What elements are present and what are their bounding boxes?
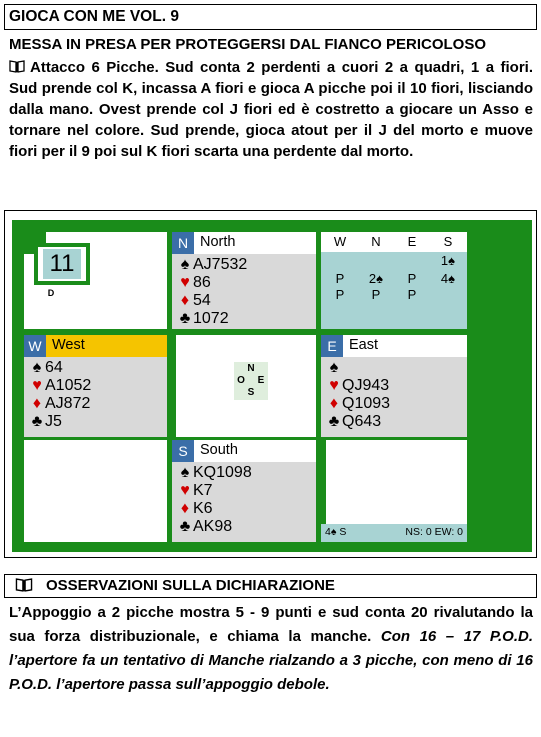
- south-seat-badge: S: [172, 440, 194, 462]
- compass-n: N: [247, 363, 255, 374]
- open-book-icon: [15, 578, 33, 592]
- bid-header-s: S: [443, 234, 453, 249]
- observations-note: Con 16 – 17 P.O.D. l’apertore fa un tentativo di Manche rialzando a 3 picche, con meno di 16 P.O.D. l’apertore passa sull’appoggio debole.: [9, 628, 533, 693]
- bid-cell: P: [407, 287, 417, 302]
- club-icon: ♣: [179, 310, 191, 327]
- spade-icon: ♠: [180, 464, 190, 481]
- result-cell: [326, 440, 467, 542]
- bid-cell: P: [371, 287, 381, 302]
- compass-o: O: [237, 375, 245, 386]
- observations-paragraph: L’Appoggio a 2 picche mostra 5 - 9 punti e sud conta 20 rivalutando la sua forza distribuzionale, e chiama la manche.: [9, 604, 533, 645]
- deal-subtitle: MESSA IN PRESA PER PROTEGGERSI DAL FIANCO PERICOLOSO: [9, 36, 487, 53]
- diamond-icon: ♦: [32, 395, 42, 412]
- east-hand: [321, 335, 467, 437]
- club-icon: ♣: [328, 413, 340, 430]
- bid-header-e: E: [407, 234, 417, 249]
- bid-cell: P: [407, 271, 417, 286]
- blank-cell: [24, 440, 167, 542]
- south-diamonds: ♦ K6: [177, 500, 213, 518]
- compass-s: S: [247, 387, 255, 398]
- east-seat-badge: E: [321, 335, 343, 357]
- deal-description: [9, 57, 533, 162]
- spade-icon: ♠: [180, 256, 190, 273]
- east-name: East: [349, 337, 379, 353]
- south-hand: [172, 440, 316, 542]
- diamond-icon: ♦: [329, 395, 339, 412]
- west-diamonds: ♦ AJ872: [29, 395, 90, 413]
- east-spades: [326, 359, 342, 377]
- west-seat-badge: W: [24, 335, 46, 357]
- observations-title: OSSERVAZIONI SULLA DICHIARAZIONE: [46, 577, 335, 594]
- south-name: South: [200, 442, 238, 458]
- open-book-icon: [9, 60, 25, 73]
- heart-icon: ♥: [329, 377, 339, 394]
- north-name: North: [200, 234, 236, 250]
- description-text: Attacco 6 Picche. Sud conta 2 perdenti a cuori 2 a quadri, 1 a fiori. Sud prende col K, incassa A fiori e gioca A picche poi il 10 fiori, lisciando dalla mano. Ovest prende col J fiori ed è costretto a giocare un Asso e tornare nel colore. Sud prende, gioca atout per il J del morto e muove fiori per il 9 poi sul K fiori scarta una perdente dal morto.: [9, 59, 533, 160]
- north-seat-badge: N: [172, 232, 194, 254]
- diamond-icon: ♦: [180, 500, 190, 517]
- diamond-icon: ♦: [180, 292, 190, 309]
- east-clubs: ♣ Q643: [326, 413, 381, 431]
- north-diamonds: ♦ 54: [177, 292, 211, 310]
- south-clubs: ♣ AK98: [177, 518, 232, 536]
- score-label: NS: 0 EW: 0: [405, 526, 463, 538]
- east-hearts: ♥ QJ943: [326, 377, 389, 395]
- bid-cell: 2♠: [368, 271, 384, 286]
- west-hearts: ♥ A1052: [29, 377, 91, 395]
- bid-cell: 4♠: [440, 271, 456, 286]
- south-spades: ♠ KQ1098: [177, 464, 252, 482]
- board-number: 11: [43, 249, 81, 279]
- east-diamonds: ♦ Q1093: [326, 395, 390, 413]
- club-icon: ♣: [31, 413, 43, 430]
- status-bar: [321, 524, 467, 542]
- compass: [234, 362, 268, 400]
- observations-text: [9, 601, 533, 697]
- compass-e: E: [257, 375, 265, 386]
- heart-icon: ♥: [32, 377, 42, 394]
- west-spades: ♠ 64: [29, 359, 63, 377]
- heart-icon: ♥: [180, 482, 190, 499]
- board-cell: [24, 232, 167, 329]
- west-clubs: ♣ J5: [29, 413, 62, 431]
- north-hearts: ♥ 86: [177, 274, 211, 292]
- north-hand: [172, 232, 316, 329]
- page-title: GIOCA CON ME VOL. 9: [9, 8, 179, 25]
- heart-icon: ♥: [180, 274, 190, 291]
- center-cell: [176, 335, 316, 437]
- contract-label: 4♠ S: [325, 526, 347, 538]
- spade-icon: ♠: [32, 359, 42, 376]
- west-name: West: [52, 337, 85, 353]
- north-spades: ♠ AJ7532: [177, 256, 247, 274]
- bid-cell: P: [335, 271, 345, 286]
- bidding-box: [321, 232, 467, 329]
- bid-header-w: W: [333, 234, 347, 249]
- north-clubs: ♣ 1072: [177, 310, 229, 328]
- bid-header-n: N: [371, 234, 381, 249]
- west-hand: [24, 335, 167, 437]
- bid-cell: P: [335, 287, 345, 302]
- spade-icon: ♠: [329, 359, 339, 376]
- bid-cell: 1♠: [440, 253, 456, 268]
- dealer-label: D: [47, 288, 55, 298]
- south-hearts: ♥ K7: [177, 482, 213, 500]
- board-number-box: [34, 243, 90, 285]
- club-icon: ♣: [179, 518, 191, 535]
